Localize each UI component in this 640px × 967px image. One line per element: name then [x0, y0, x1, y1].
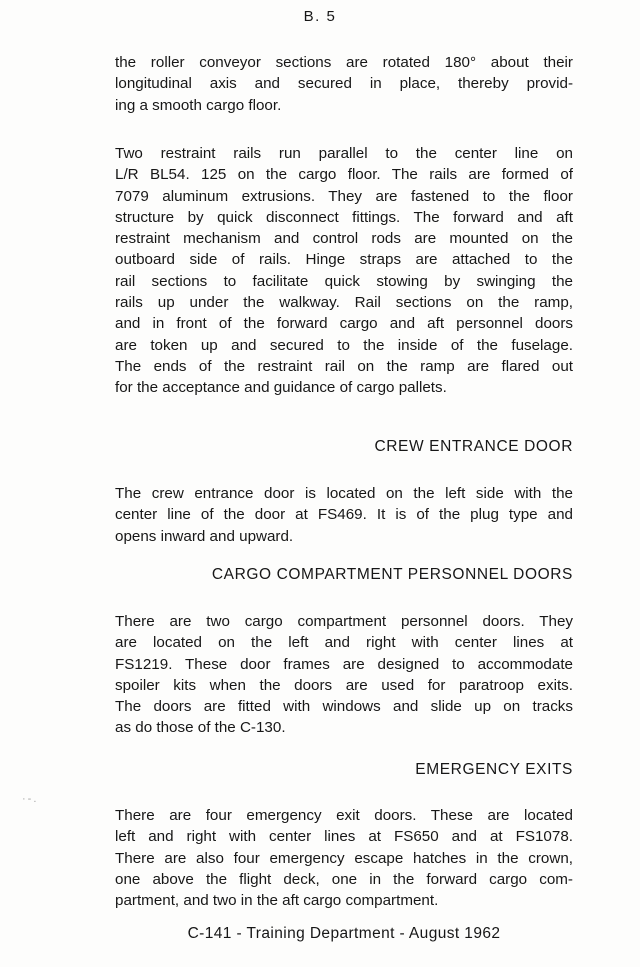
paragraph-emergency-exits [115, 805, 573, 911]
heading-emergency-exits: EMERGENCY EXITS [415, 761, 573, 778]
paragraph-crew-entrance-door [115, 483, 573, 547]
text-line: partment, and two in the aft cargo compartment. [115, 892, 439, 910]
text-line: 7079 aluminum extrusions. They are fastened to the floor [115, 187, 573, 205]
text-line: are token up and secured to the inside of the fuselage. [115, 336, 573, 354]
text-line: The crew entrance door is located on the left side with the [115, 485, 573, 502]
text-line: left and right with center lines at FS650 and at FS1078. [115, 828, 573, 846]
text-line: outboard side of rails. Hinge straps are attached to the [115, 251, 573, 269]
text-line: There are two cargo compartment personnel doors. They [115, 613, 573, 630]
paragraph-roller-conveyor [115, 52, 573, 116]
text-line: The ends of the restraint rail on the ramp are flared out [115, 357, 573, 375]
scan-smudge-mark: ·-. [22, 793, 39, 805]
text-line: L/R BL54. 125 on the cargo floor. The rails are formed of [115, 166, 573, 184]
paragraph-cargo-personnel-doors [115, 611, 573, 739]
text-line: There are four emergency exit doors. These are located [115, 807, 573, 824]
page-number: B. 5 [303, 8, 337, 25]
text-line: FS1219. These door frames are designed to accommodate [115, 655, 573, 673]
footer-line: C-141 - Training Department - August 1962 [187, 925, 501, 942]
text-line: center line of the door at FS469. It is of the plug type and [115, 506, 573, 524]
text-line: There are also four emergency escape hatches in the crown, [115, 849, 573, 867]
text-line: structure by quick disconnect fittings. The forward and aft [115, 208, 573, 226]
text-line: one above the flight deck, one in the forward cargo com- [115, 870, 573, 888]
heading-crew-entrance-door: CREW ENTRANCE DOOR [374, 438, 573, 455]
text-line: opens inward and upward. [115, 527, 294, 545]
heading-cargo-compartment-personnel-doors: CARGO COMPARTMENT PERSONNEL DOORS [211, 566, 573, 583]
text-line: longitudinal axis and secured in place, thereby provid- [115, 75, 573, 93]
text-line: the roller conveyor sections are rotated 180° about their [115, 54, 573, 71]
text-line: rails up under the walkway. Rail sections on the ramp, [115, 294, 573, 312]
text-line: and in front of the forward cargo and aft personnel doors [115, 315, 573, 333]
text-line: are located on the left and right with center lines at [115, 634, 573, 652]
text-line: restraint mechanism and control rods are mounted on the [115, 230, 573, 248]
text-line: spoiler kits when the doors are used for paratroop exits. [115, 676, 573, 694]
text-line: rail sections to facilitate quick stowing by swinging the [115, 272, 573, 290]
text-line: The doors are fitted with windows and slide up on tracks [115, 698, 573, 716]
text-line: for the acceptance and guidance of cargo pallets. [115, 379, 447, 397]
paragraph-restraint-rails [115, 143, 573, 399]
text-line: as do those of the C-130. [115, 719, 286, 737]
text-line: ing a smooth cargo floor. [115, 96, 282, 114]
text-line: Two restraint rails run parallel to the center line on [115, 145, 573, 162]
